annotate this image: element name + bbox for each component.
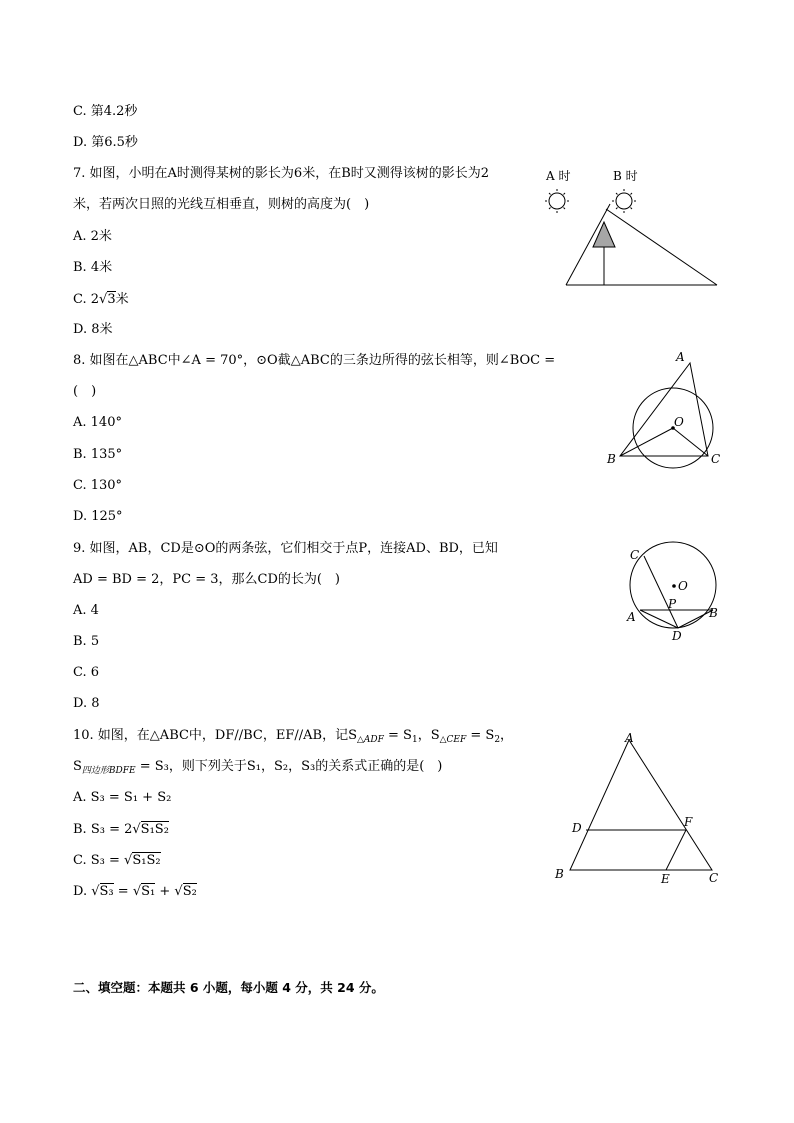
q8-label-o: O bbox=[674, 415, 684, 429]
q7-option-b: B. 4米 bbox=[73, 260, 113, 275]
q10-stem2-prefix: S bbox=[73, 759, 82, 774]
q10-option-c-radicand: S₁S₂ bbox=[132, 853, 161, 868]
q10-stem-line1 bbox=[73, 728, 513, 748]
q10-stem1-mid2: ，S bbox=[417, 728, 440, 743]
q10-segment-ef bbox=[666, 830, 686, 870]
q8-option-c: C. 130° bbox=[73, 478, 123, 493]
q10-stem1-end: ， bbox=[500, 728, 514, 743]
q10-option-c-prefix: C. S₃ = bbox=[73, 853, 125, 868]
q9-figure-circle-chords bbox=[620, 540, 730, 645]
q10-stem2-text: = S₃，则下列关于S₁，S₂，S₃的关系式正确的是( ) bbox=[135, 759, 443, 774]
q8-triangle-abc bbox=[620, 363, 708, 456]
sun-b-icon bbox=[612, 189, 636, 213]
q7-figure-tree-shadow bbox=[540, 165, 725, 293]
q10-label-c: C bbox=[709, 871, 719, 885]
q10-option-b-prefix: B. S₃ = 2 bbox=[73, 822, 133, 837]
q10-stem-line2 bbox=[73, 759, 442, 779]
q6-option-d: D. 第6.5秒 bbox=[73, 135, 138, 150]
q9-option-b: B. 5 bbox=[73, 634, 100, 649]
q10-label-e: E bbox=[661, 872, 670, 886]
q9-option-a: A. 4 bbox=[73, 603, 99, 618]
q8-figure-triangle-circle bbox=[600, 350, 730, 470]
sqrt-symbol-icon: √ bbox=[99, 292, 108, 307]
q10-option-b-radicand: S₁S₂ bbox=[140, 822, 169, 837]
q9-label-d: D bbox=[672, 629, 682, 643]
q9-label-a: A bbox=[627, 610, 636, 624]
section-2-heading: 二、填空题：本题共 6 小题，每小题 4 分，共 24 分。 bbox=[73, 980, 384, 995]
q10-option-d-prefix: D. bbox=[73, 884, 92, 899]
q10-option-d-rad2: S₁ bbox=[141, 884, 156, 899]
q10-option-d-eq: = bbox=[113, 884, 133, 899]
q10-option-d-plus: + bbox=[155, 884, 175, 899]
q7-option-d: D. 8米 bbox=[73, 322, 113, 337]
q9-label-p: P bbox=[668, 597, 677, 611]
q10-label-a: A bbox=[625, 731, 634, 745]
q10-stem2-sub: 四边形BDFE bbox=[81, 766, 136, 776]
q9-center-point bbox=[672, 584, 676, 588]
q7-label-a-time: A 时 bbox=[546, 169, 571, 183]
q9-stem-line1: 9. 如图，AB，CD是⊙O的两条弦，它们相交于点P，连接AD、BD，已知 bbox=[73, 541, 498, 556]
q7-option-c-radicand: 3 bbox=[107, 292, 116, 307]
q8-option-a: A. 140° bbox=[73, 415, 122, 430]
q9-segment-bd bbox=[678, 610, 713, 628]
q10-stem1-s1: 1 bbox=[411, 735, 418, 745]
sqrt-symbol-icon: √ bbox=[132, 884, 142, 899]
q8-segment-ob bbox=[620, 428, 673, 456]
q10-label-f: F bbox=[684, 815, 693, 829]
q9-stem-line2: AD = BD = 2，PC = 3，那么CD的长为( ) bbox=[73, 572, 341, 587]
q10-stem1-sub-adf: △ADF bbox=[357, 735, 384, 745]
q10-option-d bbox=[73, 883, 197, 900]
q7-ray-b bbox=[606, 209, 717, 285]
q9-chord-cd bbox=[644, 556, 678, 628]
q9-label-b: B bbox=[709, 606, 718, 620]
q8-label-a: A bbox=[676, 350, 685, 364]
q8-stem-line1: 8. 如图在△ABC中∠A = 70°，⊙O截△ABC的三条边所得的弦长相等，则∠BOC = bbox=[73, 353, 556, 368]
q7-option-a: A. 2米 bbox=[73, 229, 112, 244]
q7-option-c-suffix: 米 bbox=[115, 292, 129, 307]
q8-option-b: B. 135° bbox=[73, 447, 123, 462]
q10-figure-triangle bbox=[550, 728, 730, 888]
q7-label-b-time: B 时 bbox=[613, 169, 638, 183]
q8-stem-line2: ( ) bbox=[73, 384, 97, 399]
q10-triangle-abc bbox=[570, 740, 712, 870]
q7-stem-line1: 7. 如图，小明在A时测得某树的影长为6米，在B时又测得该树的影长为2 bbox=[73, 166, 490, 181]
q8-label-b: B bbox=[607, 452, 616, 466]
q8-label-c: C bbox=[711, 452, 721, 466]
sqrt-symbol-icon: √ bbox=[124, 853, 133, 868]
q10-label-d: D bbox=[572, 821, 582, 835]
sun-a-icon bbox=[545, 189, 569, 213]
q10-option-c bbox=[73, 852, 161, 869]
q9-label-c: C bbox=[630, 548, 640, 562]
q7-option-c-prefix: C. 2 bbox=[73, 292, 100, 307]
q7-stem-line2: 米，若两次日照的光线互相垂直，则树的高度为( ) bbox=[73, 197, 370, 212]
sqrt-symbol-icon: √ bbox=[174, 884, 183, 899]
q9-option-c: C. 6 bbox=[73, 665, 100, 680]
sqrt-symbol-icon: √ bbox=[91, 884, 100, 899]
q9-option-d: D. 8 bbox=[73, 696, 100, 711]
q10-option-a: A. S₃ = S₁ + S₂ bbox=[73, 790, 172, 805]
tree-icon bbox=[593, 222, 615, 247]
sqrt-symbol-icon: √ bbox=[132, 822, 141, 837]
q6-option-c: C. 第4.2秒 bbox=[73, 104, 138, 119]
q10-option-d-rad3: S₂ bbox=[182, 884, 197, 899]
q10-stem1-s2: 2 bbox=[494, 735, 501, 745]
q10-option-d-rad1: S₃ bbox=[99, 884, 114, 899]
q10-label-b: B bbox=[555, 867, 564, 881]
q10-stem1-sub-cef: △CEF bbox=[439, 735, 467, 745]
q10-stem1-prefix: 10. 如图，在△ABC中，DF//BC，EF//AB，记S bbox=[73, 728, 357, 743]
q10-option-b bbox=[73, 821, 169, 838]
q8-segment-oc bbox=[673, 428, 708, 456]
q10-stem1-mid1: = S bbox=[383, 728, 412, 743]
q7-option-c bbox=[73, 291, 129, 308]
q8-option-d: D. 125° bbox=[73, 509, 123, 524]
q10-stem1-mid3: = S bbox=[466, 728, 495, 743]
q9-label-o: O bbox=[678, 579, 688, 593]
